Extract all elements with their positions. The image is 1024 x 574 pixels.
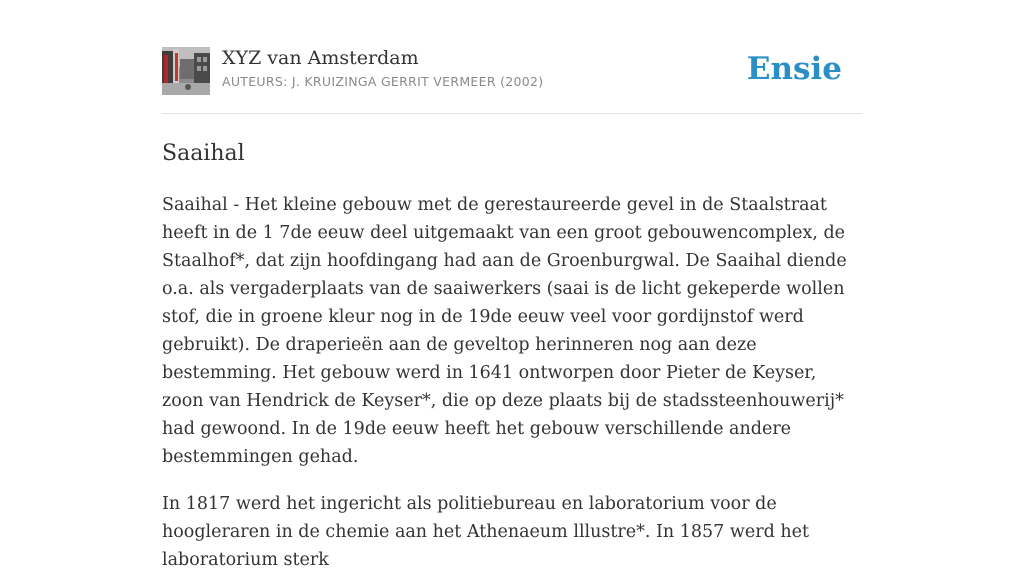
entry-paragraph: In 1817 werd het ingericht als politiebureau en laboratorium voor de hoogleraren in de chemie aan het Athenaeum lllustre*. In 1857 werd het laboratorium sterk [162,494,809,570]
page [162,0,862,574]
street-photo-icon [162,47,210,95]
entry-title: Saaihal [162,141,245,166]
source-header [162,46,862,114]
source-authors: AUTEURS: J. KRUIZINGA GERRIT VERMEER (2002) [222,74,544,89]
ensie-logo[interactable]: Ensie [746,51,842,87]
entry-paragraph: Saaihal - Het kleine gebouw met de gerestaureerde gevel in de Staalstraat heeft in de 1 7de eeuw deel uitgemaakt van een groot gebouwencomplex, de Staalhof*, dat zijn hoofdingang had aan de Groenburgwal. De Saaihal diende o.a. als vergaderplaats van de saaiwerkers (saai is de licht gekeperde wollen stof, die in groene kleur nog in de 19de eeuw veel voor gordijnstof werd gebruikt). De draperieën aan de geveltop herinneren nog aan deze bestemming. Het gebouw werd in 1641 ontworpen door Pieter de Keyser, zoon van Hendrick de Keyser*, die op deze plaats bij de stadssteenhouwerij* had gewoond. In de 19de eeuw heeft het gebouw verschillende andere bestemmingen gehad. [162,195,847,467]
source-avatar[interactable] [162,47,210,95]
entry-body [162,191,862,574]
source-title[interactable]: XYZ van Amsterdam [222,47,419,69]
